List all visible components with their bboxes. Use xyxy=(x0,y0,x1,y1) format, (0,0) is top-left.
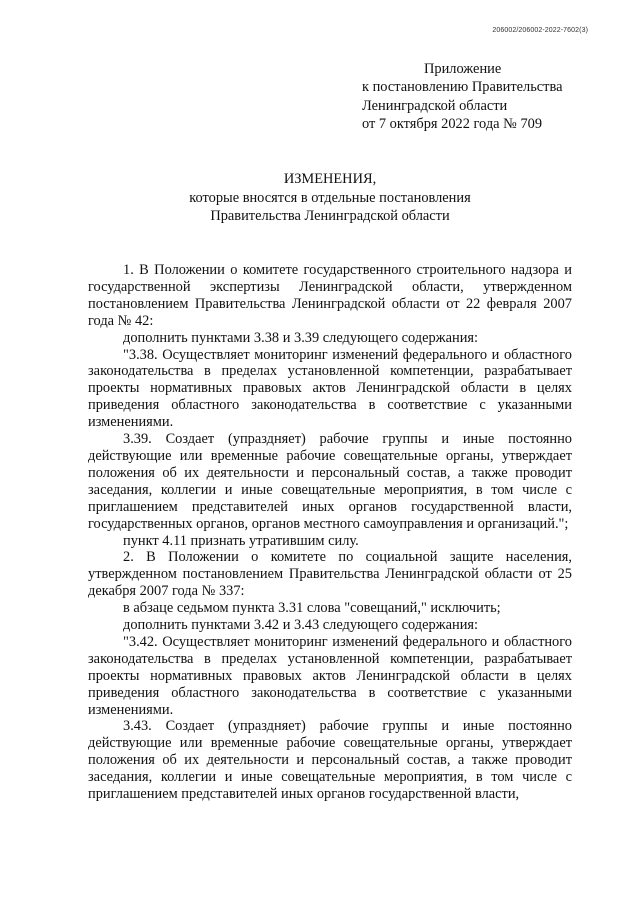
document-title-block xyxy=(88,170,572,226)
body-paragraph: "3.42. Осуществляет мониторинг изменений федерального и областного законодательства в пределах установленной компетенции, разрабатывает проекты нормативных правовых актов Ленинградской области в целях приведения областного законодательства в соответствие с указанными изменениями. xyxy=(88,633,572,718)
appendix-block xyxy=(362,60,602,134)
body-paragraph: 1. В Положении о комитете государственного строительного надзора и государственной экспертизы Ленинградской области, утвержденном постановлением Правительства Ленинградской области от 22 февраля 2007 года № 42: xyxy=(88,262,572,329)
body-paragraph: дополнить пунктами 3.38 и 3.39 следующего содержания: xyxy=(123,329,479,346)
document-heading: ИЗМЕНЕНИЯ, xyxy=(283,171,377,187)
appendix-line: Ленинградской области xyxy=(362,97,508,114)
document-body xyxy=(88,262,572,803)
document-subtitle-line: которые вносятся в отдельные постановления xyxy=(189,189,471,206)
appendix-line: Приложение xyxy=(424,61,502,77)
body-paragraph: 3.43. Создает (упраздняет) рабочие группы и иные постоянно действующие или временные рабочие совещательные органы, утверждает положения об их деятельности и персональный состав, а также проводит заседания, коллегии и иные совещательные мероприятия, в том числе с приглашением представителей иных органов государственной власти, xyxy=(88,718,572,803)
body-paragraph: 3.39. Создает (упраздняет) рабочие группы и иные постоянно действующие или временные рабочие совещательные органы, утверждает положения об их деятельности и персональный состав, а также проводит заседания, коллегии и иные совещательные мероприятия, в том числе с приглашением представителей иных органов государственной власти, государственных органов, органов местного самоуправления и организаций."; xyxy=(88,431,572,532)
body-paragraph: пункт 4.11 признать утратившим силу. xyxy=(123,532,359,549)
body-paragraph: 2. В Положении о комитете по социальной защите населения, утвержденном постановлением Правительства Ленинградской области от 25 декабря 2007 года № 337: xyxy=(88,549,572,600)
document-subtitle-line: Правительства Ленинградской области xyxy=(210,208,450,224)
body-paragraph: дополнить пунктами 3.42 и 3.43 следующего содержания: xyxy=(123,617,479,634)
appendix-line: от 7 октября 2022 года № 709 xyxy=(362,116,543,133)
body-paragraph: "3.38. Осуществляет мониторинг изменений федерального и областного законодательства в пределах установленной компетенции, разрабатывает проекты нормативных правовых актов Ленинградской области в целях приведения областного законодательства в соответствие с указанными изменениями. xyxy=(88,346,572,431)
appendix-line: к постановлению Правительства xyxy=(362,79,563,96)
document-registration-number: 206002/206002-2022-7602(3) xyxy=(492,27,588,34)
body-paragraph: в абзаце седьмом пункта 3.31 слова "совещаний," исключить; xyxy=(123,600,501,617)
